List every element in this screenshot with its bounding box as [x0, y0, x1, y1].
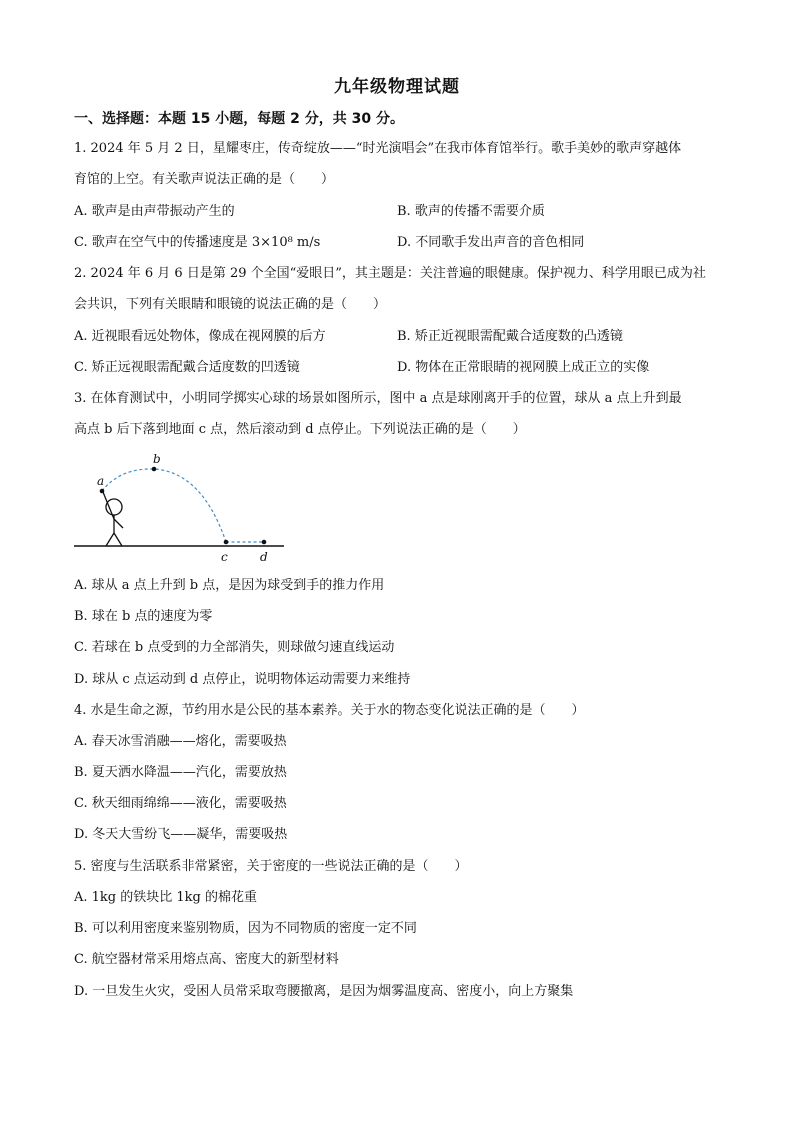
q2-stem-line1: 2. 2024 年 6 月 6 日是第 29 个全国“爱眼日”，其主题是：关注普遍的眼健康。保护视力、科学用眼已成为社: [74, 266, 706, 281]
q3-stem-line1: 3. 在体育测试中，小明同学掷实心球的场景如图所示，图中 a 点是球刚离开手的位置，球从 a 点上升到最: [74, 391, 682, 406]
q2-option-d: D. 物体在正常眼睛的视网膜上成正立的实像: [397, 360, 650, 375]
section-heading: 一、选择题：本题 15 小题，每题 2 分，共 30 分。: [74, 111, 404, 127]
q2-option-b: B. 矫正近视眼需配戴合适度数的凸透镜: [397, 329, 623, 344]
q1-stem-line1: 1. 2024 年 5 月 2 日，星耀枣庄，传奇绽放——“时光演唱会”在我市体育馆举行。歌手美妙的歌声穿越体: [74, 141, 682, 156]
q5-option-a: A. 1kg 的铁块比 1kg 的棉花重: [74, 890, 257, 905]
q2-option-a: A. 近视眼看远处物体，像成在视网膜的后方: [74, 329, 326, 344]
label-a: a: [97, 474, 105, 488]
q3-option-c: C. 若球在 b 点受到的力全部消失，则球做匀速直线运动: [74, 640, 395, 655]
q3-option-d: D. 球从 c 点运动到 d 点停止，说明物体运动需要力来维持: [74, 672, 411, 687]
point-b: [152, 467, 157, 472]
q2-stem-line2: 会共识，下列有关眼睛和眼镜的说法正确的是（ ）: [74, 297, 387, 312]
q1-stem-line2: 育馆的上空。有关歌声说法正确的是（ ）: [74, 172, 335, 187]
label-b: b: [153, 452, 161, 466]
page-title: 九年级物理试题: [334, 77, 460, 97]
point-c: [224, 540, 229, 545]
q5-option-c: C. 航空器材常采用熔点高、密度大的新型材料: [74, 952, 339, 967]
q2-option-c: C. 矫正远视眼需配戴合适度数的凹透镜: [74, 360, 300, 375]
q5-option-d: D. 一旦发生火灾，受困人员常采取弯腰撤离，是因为烟雾温度高、密度小，向上方聚集: [74, 984, 574, 999]
q3-option-a: A. 球从 a 点上升到 b 点，是因为球受到手的推力作用: [74, 578, 385, 593]
point-a: [100, 489, 105, 494]
q1-option-a: A. 歌声是由声带振动产生的: [74, 204, 235, 219]
q4-option-b: B. 夏天洒水降温——汽化，需要放热: [74, 765, 287, 780]
q5-stem: 5. 密度与生活联系非常紧密，关于密度的一些说法正确的是（ ）: [74, 859, 468, 874]
q1-option-d: D. 不同歌手发出声音的音色相同: [397, 235, 585, 250]
q3-option-b: B. 球在 b 点的速度为零: [74, 609, 213, 624]
q4-stem: 4. 水是生命之源，节约用水是公民的基本素养。关于水的物态变化说法正确的是（ ）: [74, 703, 585, 718]
q4-option-a: A. 春天冰雪消融——熔化，需要吸热: [74, 734, 287, 749]
label-c: c: [221, 550, 228, 564]
q4-option-c: C. 秋天细雨绵绵——液化，需要吸热: [74, 796, 287, 811]
throw-diagram: [70, 450, 290, 570]
q5-option-b: B. 可以利用密度来鉴别物质，因为不同物质的密度一定不同: [74, 921, 417, 936]
q1-option-c: C. 歌声在空气中的传播速度是 3×10⁸ m/s: [74, 235, 321, 250]
q1-option-b: B. 歌声的传播不需要介质: [397, 204, 545, 219]
q4-option-d: D. 冬天大雪纷飞——凝华，需要吸热: [74, 827, 288, 842]
q3-stem-line2: 高点 b 后下落到地面 c 点，然后滚动到 d 点停止。下列说法正确的是（ ）: [74, 422, 526, 437]
label-d: d: [260, 550, 268, 564]
point-d: [262, 540, 267, 545]
stick-figure: [103, 492, 123, 546]
